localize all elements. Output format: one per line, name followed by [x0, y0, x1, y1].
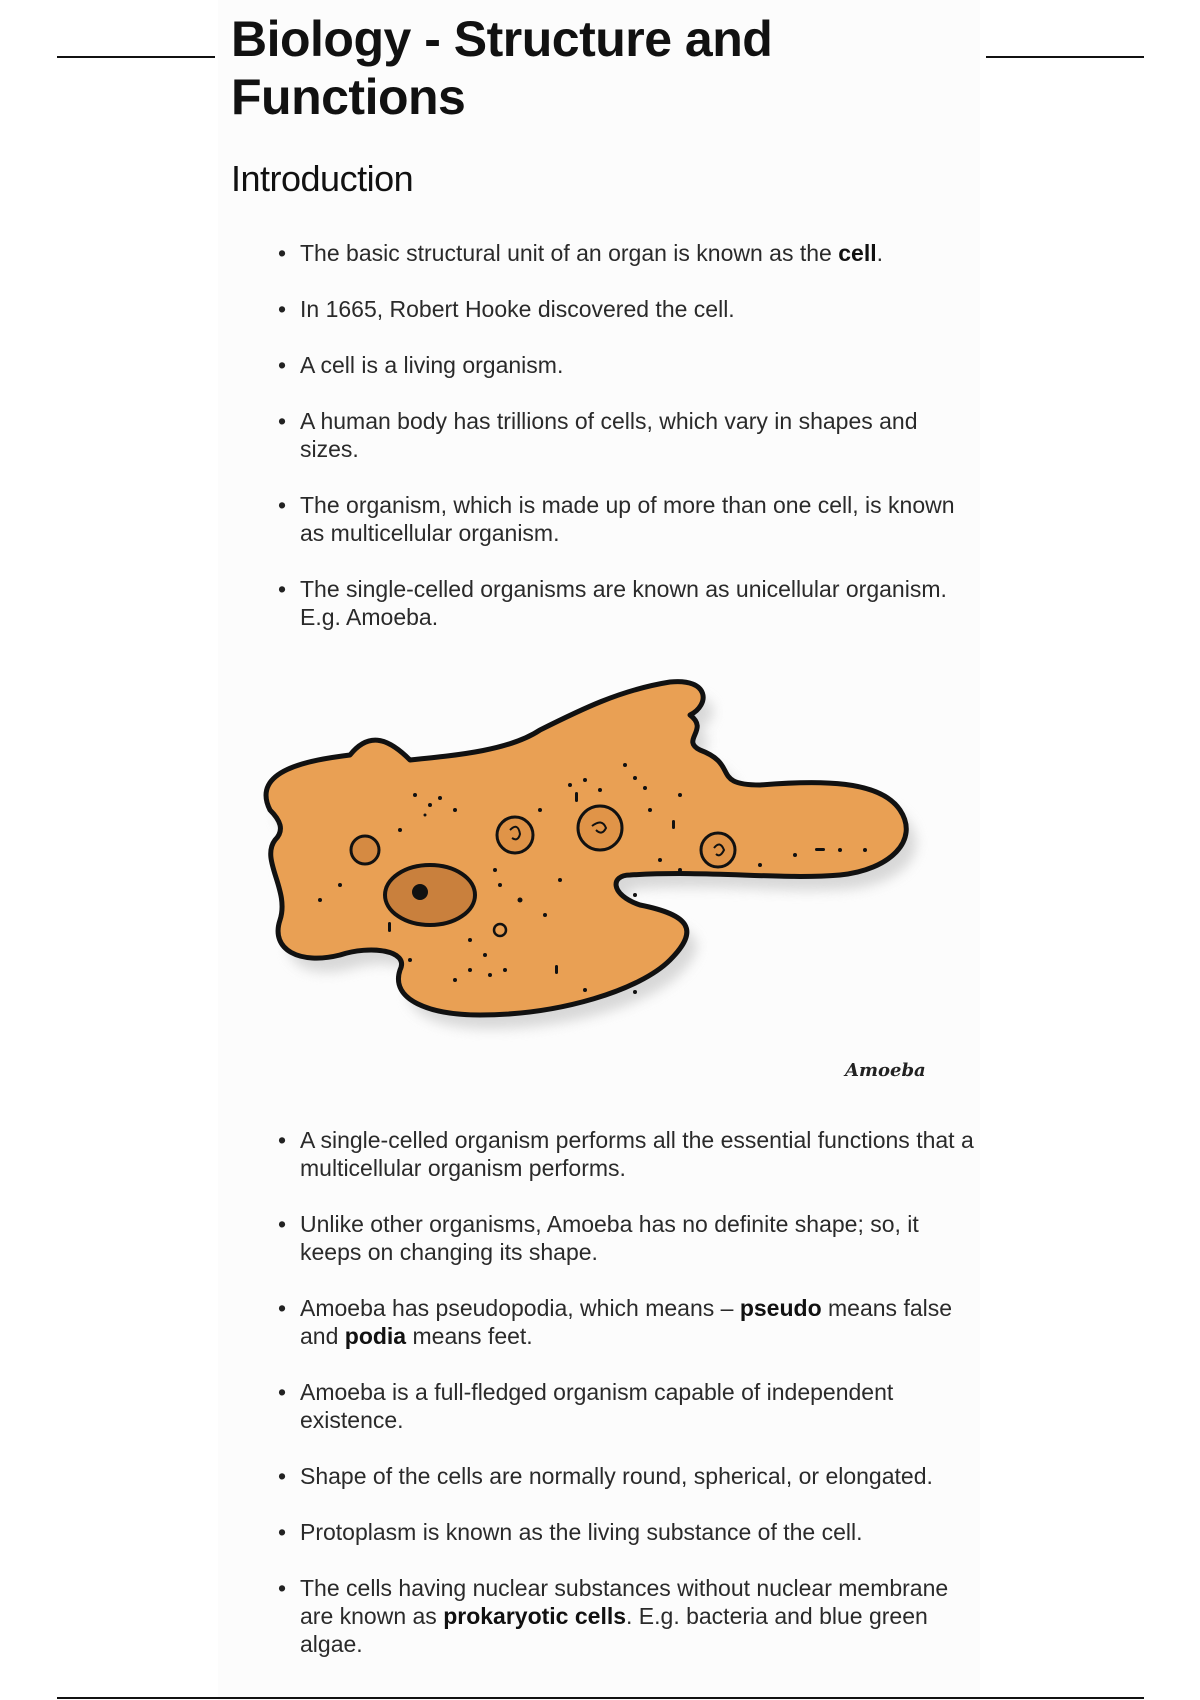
list-item: • The basic structural unit of an organ is known as the cell. — [300, 239, 980, 267]
list-item: • Amoeba has pseudopodia, which means – pseudo means false and podia means feet. — [300, 1294, 980, 1350]
bullet-list-amoeba — [300, 1126, 980, 1686]
figure-caption: Amoeba — [845, 1060, 926, 1081]
list-item: • Unlike other organisms, Amoeba has no definite shape; so, it keeps on changing its shape. — [300, 1210, 980, 1266]
list-item: • In 1665, Robert Hooke discovered the cell. — [300, 295, 980, 323]
list-item: • A single-celled organism performs all the essential functions that a multicellular organism performs. — [300, 1126, 980, 1182]
nucleus — [385, 865, 475, 925]
list-item: • The single-celled organisms are known as unicellular organism. E.g. Amoeba. — [300, 575, 980, 631]
footer-rule — [57, 1697, 1144, 1699]
header-rule-right — [986, 56, 1144, 58]
list-item: • A cell is a living organism. — [300, 351, 980, 379]
amoeba-image — [240, 670, 960, 1090]
list-item: • Shape of the cells are normally round, spherical, or elongated. — [300, 1462, 980, 1490]
vacuole — [578, 806, 622, 850]
list-item: • The cells having nuclear substances without nuclear membrane are known as prokaryotic cells. E.g. bacteria and blue green algae. — [300, 1574, 980, 1658]
list-item: • Protoplasm is known as the living substance of the cell. — [300, 1518, 980, 1546]
vacuole — [497, 817, 533, 853]
list-item: • A human body has trillions of cells, which vary in shapes and sizes. — [300, 407, 980, 463]
bullet-list-intro — [300, 239, 980, 659]
nucleolus — [412, 884, 428, 900]
list-item: • Amoeba is a full-fledged organism capable of independent existence. — [300, 1378, 980, 1434]
page-title: Biology - Structure and Functions — [231, 11, 773, 125]
section-heading-introduction: Introduction — [231, 158, 414, 199]
contractile-vacuole — [351, 836, 379, 864]
vacuole — [701, 833, 735, 867]
list-item: • The organism, which is made up of more than one cell, is known as multicellular organism. — [300, 491, 980, 547]
amoeba-illustration — [240, 670, 960, 1090]
header-rule-left — [57, 56, 215, 58]
